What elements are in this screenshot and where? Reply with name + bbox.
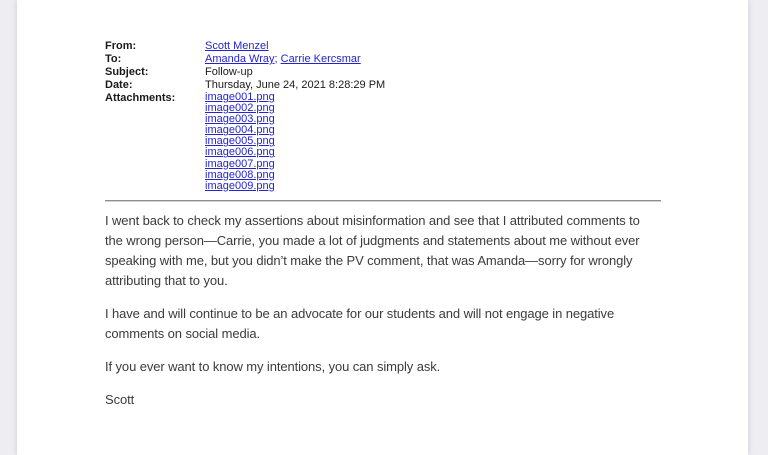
header-row-date [105,79,661,92]
attachment-link[interactable]: image005.png [205,135,275,148]
date-value: Thursday, June 24, 2021 8:28:29 PM [205,79,386,91]
header-row-from [105,40,661,53]
attachment-link[interactable]: image009.png [205,179,275,192]
recipient-separator: ; [274,53,278,65]
body-paragraph: If you ever want to know my intentions, you can simply ask. [105,358,441,374]
attachment-link[interactable]: image008.png [205,168,275,181]
attachment-link[interactable]: image004.png [205,124,275,137]
header-row-subject [105,66,661,79]
body-paragraph: I have and will continue to be an advocate for our students and will not engage in negative comments on social media. [105,305,615,341]
from-value [205,40,661,53]
header-body-divider [105,200,661,202]
email-header [105,40,661,192]
attachment-link[interactable]: image003.png [205,113,275,126]
attachments-label: Attachments: [105,92,176,104]
header-row-attachments [105,92,661,192]
email-body [105,211,661,410]
attachment-link[interactable]: image002.png [205,102,275,115]
to-label: To: [105,53,122,65]
email-content [105,40,661,423]
from-label: From: [105,40,137,52]
to-value [205,53,661,66]
attachment-link[interactable]: image006.png [205,146,275,159]
attachments-list [205,92,661,192]
recipient-link-2[interactable]: Carrie Kercsmar [280,53,361,65]
sender-link[interactable]: Scott Menzel [205,40,269,52]
date-label: Date: [105,79,133,91]
attachment-link[interactable]: image007.png [205,157,275,170]
subject-label: Subject: [105,66,149,78]
recipient-link-1[interactable]: Amanda Wray [205,53,275,65]
subject-value: Follow-up [205,66,253,78]
email-page [17,0,748,455]
attachment-link[interactable]: image001.png [205,91,275,103]
body-paragraph: I went back to check my assertions about misinformation and see that I attributed comments to the wrong person—Carrie, you made a lot of judgments and statements about me without ever speaking with me, but you didn’t make the PV comment, that was Amanda—sorry for wrongly attributing that to you. [105,212,640,288]
header-row-to [105,53,661,66]
signature: Scott [105,391,135,407]
